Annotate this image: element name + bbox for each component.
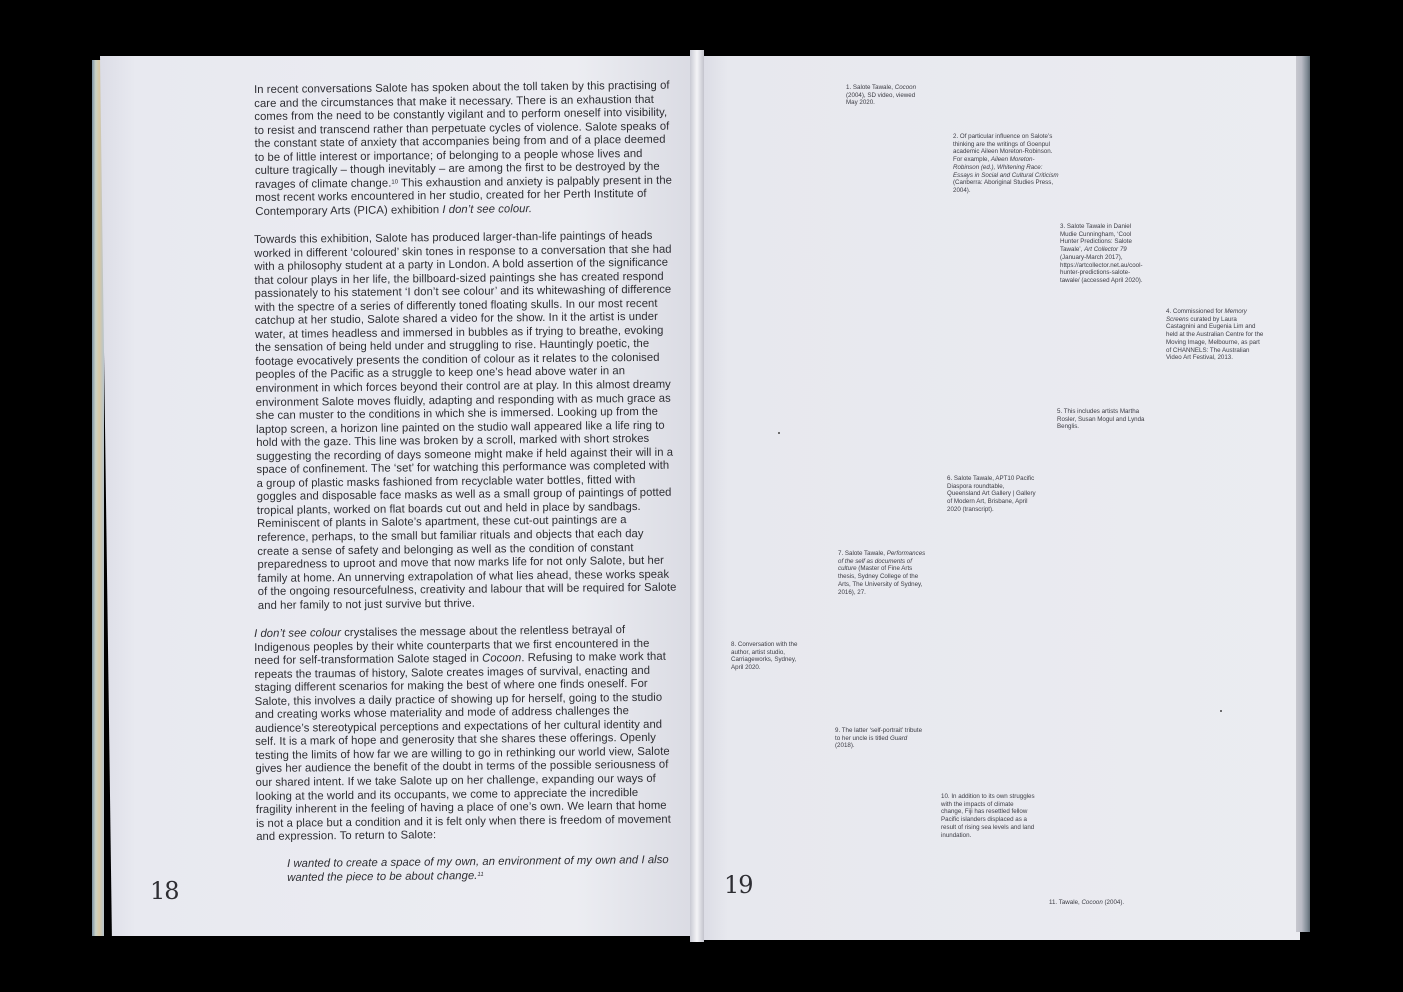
footnote-text: (2018).: [835, 742, 855, 750]
body-paragraph-1: [254, 80, 675, 220]
footnote-10: [941, 793, 1035, 839]
paper-speck: [778, 432, 780, 434]
footnote-text: 9. The latter ‘self-portrait’ tribute to her uncle is titled: [835, 727, 923, 742]
thesis-title: Performances of the self as documents of culture: [838, 550, 926, 573]
paper-speck: [1220, 710, 1222, 712]
footnote-4: [1166, 308, 1264, 362]
footnote-8: [731, 641, 807, 672]
paragraph-text: . Refusing to make work that repeats the traumas of history, Salote creates images of survival, enacting and staging different scenarios for making the best of where one finds oneself. For Salote, this involves a daily practice of showing up for herself, going to the studio and creating works whose materiality and mode of address challenges the audience’s stereotypical perceptions and expectations of her cultural identity and self. It is a mark of hope and generosity that she shares these offerings. Openly testing the limits of how far we are willing to go in rethinking our world view, Salote gives her audience the benefit of the doubt in terms of the possible seriousness of our shared intent. If we take Salote up on her challenge, expanding our ways of looking at the world and its occupants, we come to appreciate the incredible fragility inherent in the feeling of having a place of one’s own. We learn that home is not a place but a condition and it is felt only when there is freedom of movement and expression. To return to Salote:: [254, 650, 671, 844]
footnote-text: (2004), SD video, viewed May 2020.: [846, 91, 916, 107]
exhibition-title: I don’t see colour.: [442, 203, 533, 216]
footnote-text: 1. Salote Tawale,: [846, 84, 895, 91]
paragraph-text: This exhaustion and anxiety is palpably present in the most recent works encountered in her studio, created for her Perth Institute of Contemporary Arts (PICA) exhibition: [255, 174, 673, 218]
work-title: Cocoon: [1081, 899, 1103, 906]
work-title: Guard: [890, 734, 908, 742]
footnote-text: 6. Salote Tawale, APT10 Pacific Diaspora roundtable, Queensland Art Gallery | Gallery of Modern Art, Brisbane, April 2020 (transcript).: [947, 475, 1036, 513]
footnote-11: [1049, 899, 1159, 907]
footnote-5: [1057, 408, 1149, 431]
footnote-text: (Master of Fine Arts thesis, Sydney College of the Arts, The University of Sydney, 2016), 27.: [838, 565, 923, 596]
page-number-right: 19: [724, 871, 753, 899]
footnote-6: [947, 475, 1039, 514]
quote-text: I wanted to create a space of my own, an environment of my own and I also wanted the piece to be about change.: [287, 854, 669, 884]
footnote-text: (Canberra: Aboriginal Studies Press, 2004).: [953, 179, 1054, 194]
exhibition-title: I don’t see colour: [254, 627, 342, 640]
footnote-text: 8. Conversation with the author, artist studio, Carriageworks, Sydney, April 2020.: [731, 641, 798, 672]
publication-title: Art Collector 79: [1084, 246, 1127, 254]
footnote-1: [846, 84, 928, 107]
work-title: Cocoon: [894, 84, 917, 91]
right-page-edge: [1296, 56, 1310, 932]
footnote-2: [953, 133, 1059, 195]
footnote-7: [838, 550, 928, 596]
footnote-text: (January-March 2017), https://artcollector.net.au/cool-hunter-predictions-salote-tawale/ (accessed April 2020).: [1060, 253, 1143, 284]
footnote-text: (2004).: [1102, 899, 1125, 906]
book-title: Aileen Moreton-Robinson (ed.), Whitening Race: Essays in Social and Cultural Criticism: [953, 156, 1059, 179]
exhibition-title: Memory Screens: [1166, 308, 1247, 323]
footnote-text: 2. Of particular influence on Salote’s thinking are the writings of Goenpul academic Aileen Moreton-Robinson. For example,: [953, 133, 1053, 164]
footnote-9: [835, 727, 923, 750]
footnote-text: curated by Laura Castagnini and Eugenia Lim and held at the Australian Centre for the Moving Image, Melbourne, as part of CHANNELS: The Australian Video Art Festival, 2013.: [1166, 315, 1264, 362]
page-number-left: 18: [150, 877, 179, 905]
footnote-3: [1060, 223, 1148, 285]
body-paragraph-3: [254, 624, 676, 845]
footnote-text: 4. Commissioned for: [1166, 308, 1225, 315]
footnote-text: 5. This includes artists Martha Rosler, Susan Mogul and Lynda Benglis.: [1057, 408, 1145, 431]
paragraph-text: crystalises the message about the relentless betrayal of Indigenous peoples by their white counterparts that we first encountered in the need for self-transformation Salote staged in: [254, 624, 650, 668]
footnote-text: 11. Tawale,: [1049, 899, 1082, 906]
block-quote: [287, 854, 677, 885]
body-paragraph-2: [254, 230, 678, 614]
footnote-text: 7. Salote Tawale,: [838, 550, 887, 557]
footnote-text: 10. In addition to its own struggles with the impacts of climate change, Fiji has resettled fellow Pacific islanders displaced as a result of rising sea levels and land inundation.: [941, 793, 1035, 839]
footnote-text: 3. Salote Tawale in Daniel Mudie Cunningham, ‘Cool Hunter Predictions: Salote Tawale’,: [1060, 223, 1132, 254]
work-title: Cocoon: [482, 652, 522, 665]
book-gutter: [690, 50, 704, 942]
paragraph-text: In recent conversations Salote has spoken about the toll taken by this practising of care and the circumstances that make it necessary. There is an exhaustion that comes from the need to be constantly vigilant and to perform oneself into visibility, to resist and transcend rather than perpetuate cycles of violence. Salote speaks of the constant state of anxiety that accompanies being from and of a place deemed to be of little interest or importance; of belonging to a people whose lives and culture tragically – though inevitably – are among the first to be destroyed by the ravages of climate change.: [254, 79, 670, 191]
footnote-ref: 10: [391, 179, 399, 186]
footnote-ref: 11: [477, 871, 484, 878]
paragraph-text: Towards this exhibition, Salote has produced larger-than-life paintings of heads worked in different ‘coloured’ skin tones in response to a conversation that she had with a philosophy student at a party in London. A bold assertion of the significance that colour plays in her life, the billboard-sized paintings she has created respond passionately to his statement ‘I don’t see colour’ and its whitewashing of difference with the spectre of a series of differently toned floating skulls. In our most recent catchup at her studio, Salote shared a video for the show. In it the artist is under water, at times headless and immersed in bubbles as if trying to breathe, evoking the sensation of being held under and struggling to rise. Hauntingly poetic, the footage evocatively presents the condition of colour as it relates to the colonised peoples of the Pacific as a struggle to keep one’s head above water in an environment in which forces beyond their control are at play. In this almost dreamy environment Salote moves fluidly, adapting and responding with as much grace as she can muster to the conditions in which she is immersed. Looking up from the laptop screen, a horizon line painted on the studio wall appeared like a life ring to hold with the gaze. This line was broken by a scroll, marked with short strokes suggesting the recording of days someone might make if held against their will in a space of confinement. The ‘set’ for watching this performance was completed with a group of plastic masks fashioned from recyclable water bottles, fitted with goggles and disposable face masks as well as a small group of paintings of potted tropical plants, worked on flat boards cut out and held in place by sandbags. Reminiscent of plants in Salote’s apartment, these cut-out paintings are a reference, perhaps, to the small but familiar rituals and objects that each day create a sense of safety and belonging as well as the condition of constant preparedness to uproot and move that now marks life for not only Salote, but her family at home. An unnerving extrapolation of what lies ahead, these works speak of the ongoing resourcefulness, creativity and labour that will be required for Salote and her family to not just survive but thrive.: [254, 229, 677, 612]
